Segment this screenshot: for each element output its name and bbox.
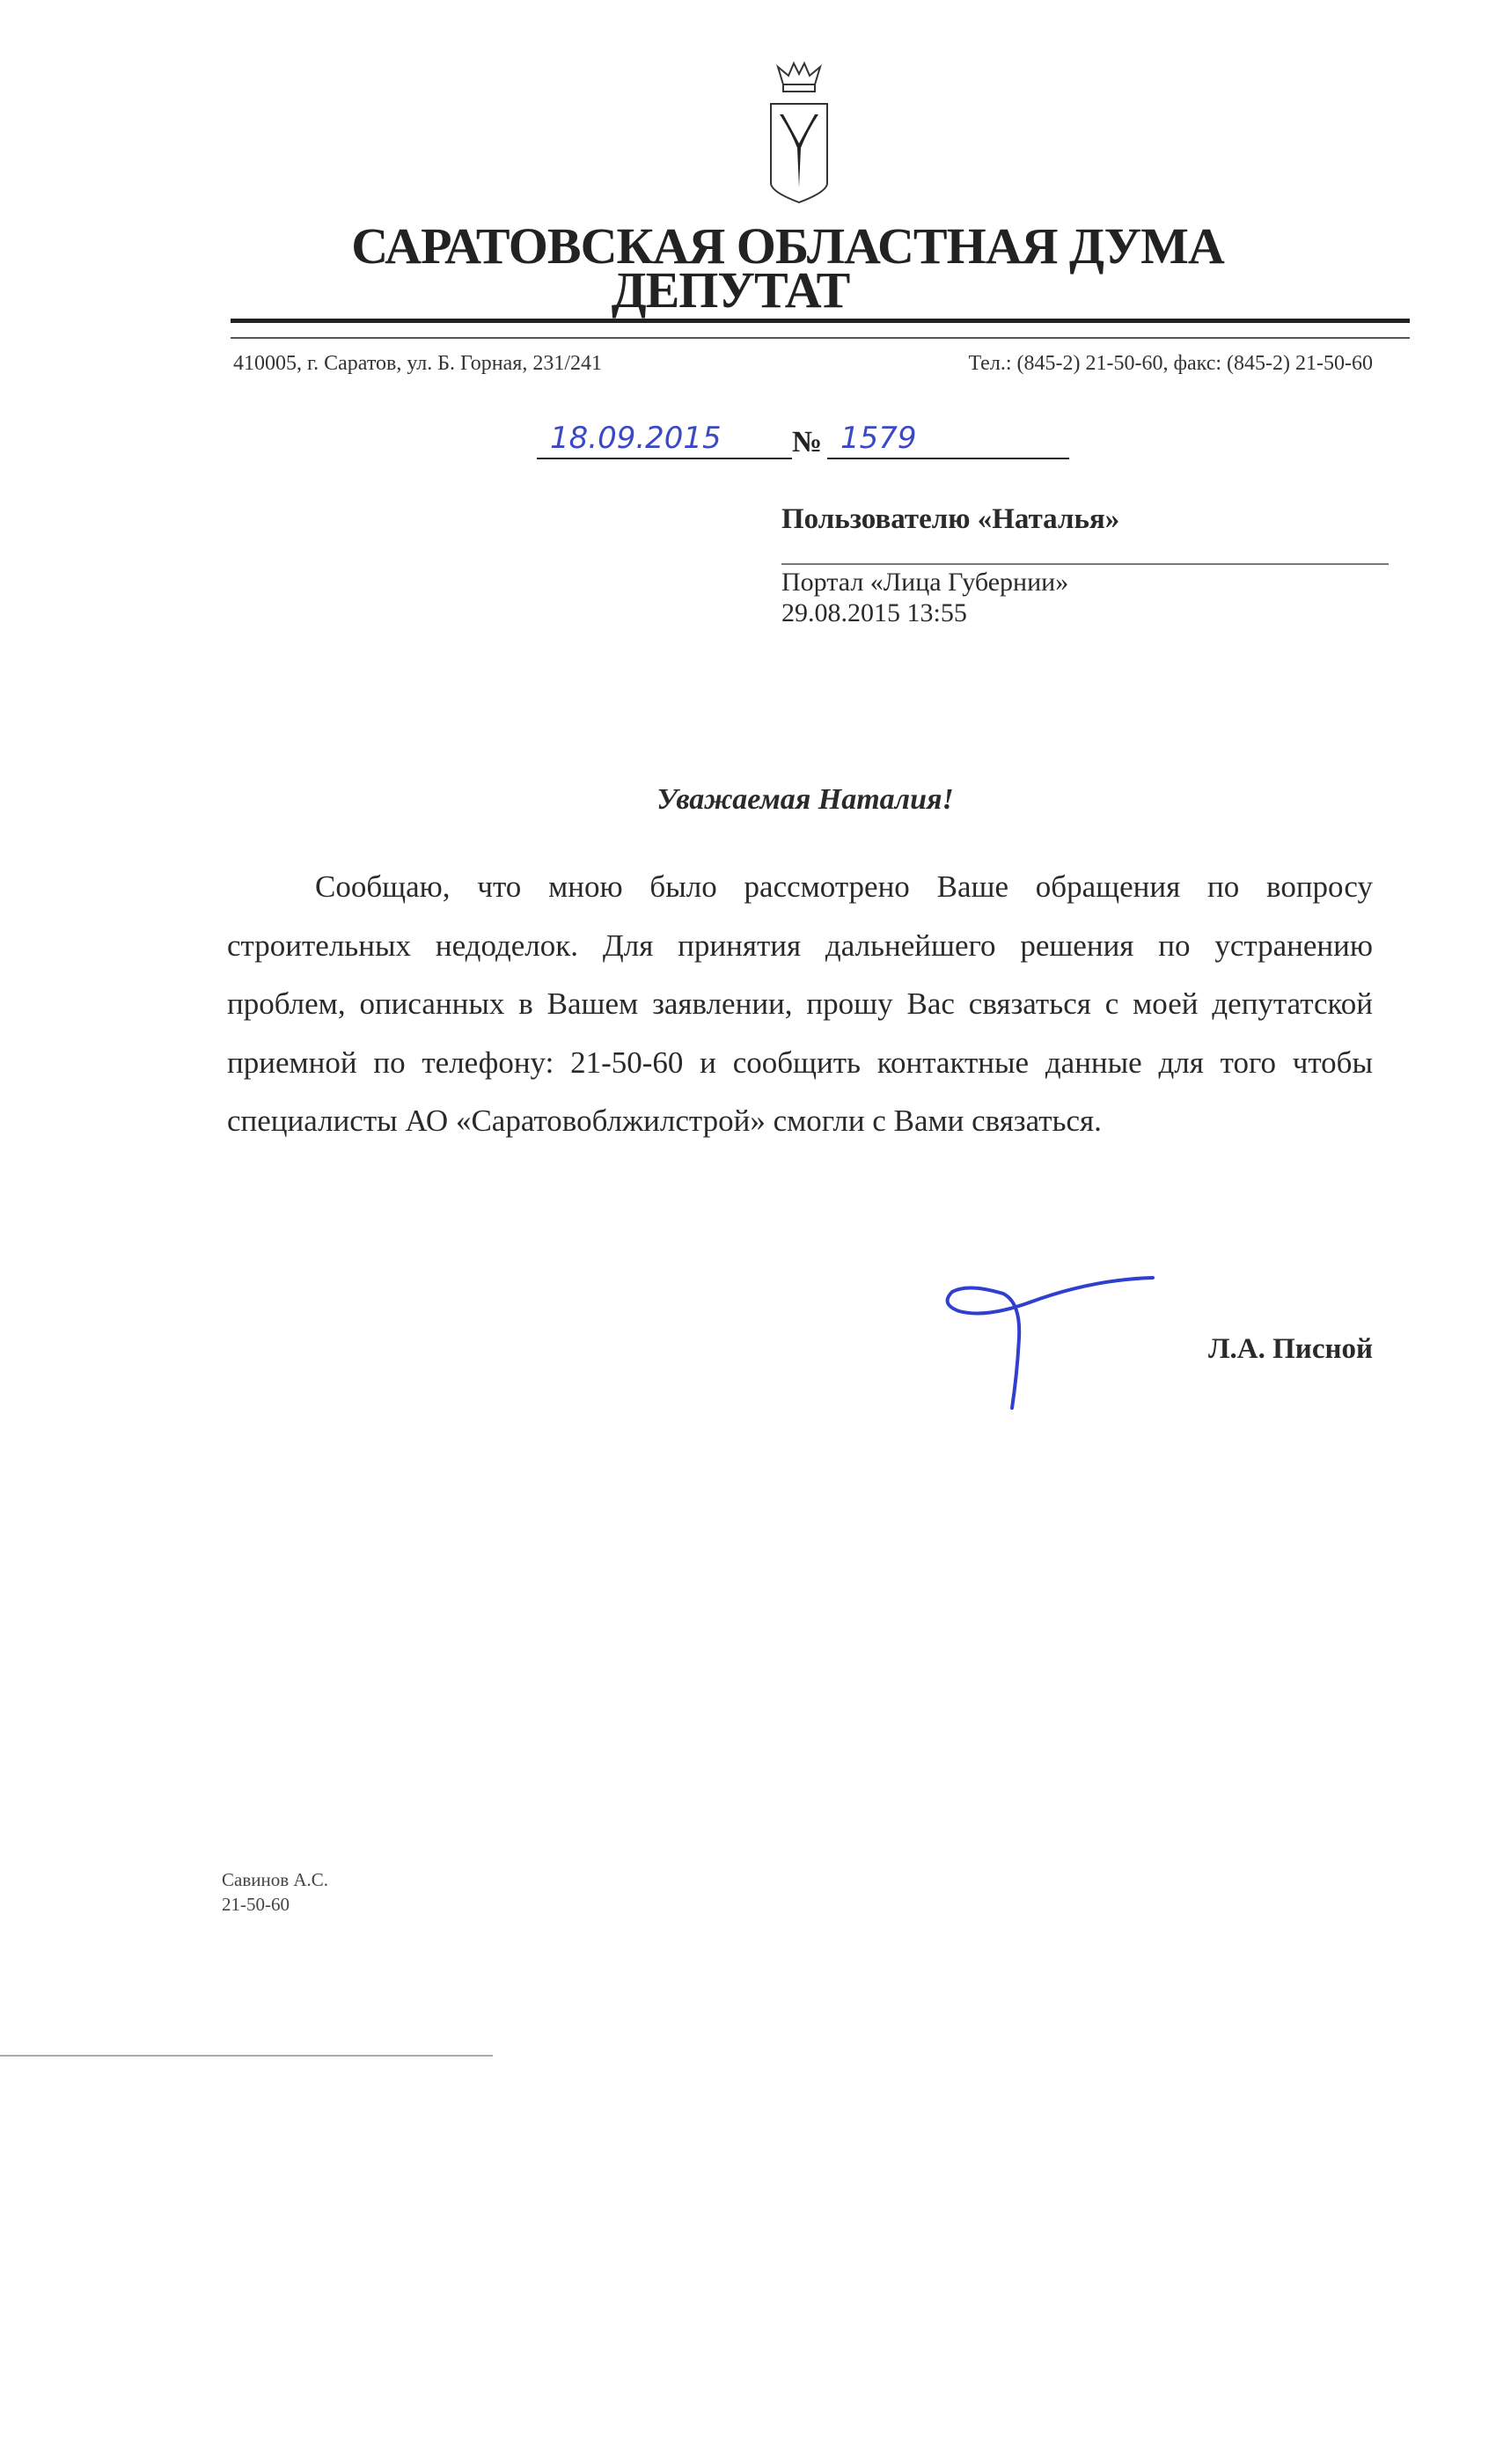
number-underline	[827, 458, 1069, 459]
recipient-divider	[781, 563, 1389, 565]
coat-of-arms-icon	[764, 60, 834, 205]
signatory-name: Л.А. Писной	[1207, 1333, 1373, 1365]
header-rule-thick	[231, 319, 1410, 323]
contacts: Тел.: (845-2) 21-50-60, факс: (845-2) 21-50-60	[968, 352, 1373, 375]
letter-body: Сообщаю, что мною было рассмотрено Ваше обращения по вопросу строительных недоделок. Для принятия дальнейшего решения по устранению проблем, описанных в Вашем заявлении, прошу Вас связаться с моей депутатской приемной по телефону: 21-50-60 и сообщить контактные данные для того чтобы специалисты АО «Саратовоблжилстрой» смогли с Вами связаться.	[227, 869, 1373, 1138]
greeting: Уважаемая Наталия!	[656, 783, 954, 816]
registration-number: 1579	[840, 421, 917, 456]
date-underline	[537, 458, 792, 459]
executor-name: Савинов А.С.	[222, 1869, 329, 1890]
signature-icon	[933, 1267, 1162, 1417]
recipient-source: Портал «Лица Губернии»	[781, 568, 1069, 597]
executor-phone: 21-50-60	[222, 1894, 290, 1915]
recipient-name: Пользователю «Наталья»	[781, 503, 1120, 535]
number-sign: №	[792, 426, 823, 458]
registration-date: 18.09.2015	[550, 421, 722, 456]
header-rule-thin	[231, 337, 1410, 339]
position-title: ДЕПУТАТ	[611, 261, 850, 319]
recipient-datetime: 29.08.2015 13:55	[781, 598, 967, 627]
organization-name: САРАТОВСКАЯ ОБЛАСТНАЯ ДУМА	[351, 217, 1224, 275]
executor-info	[222, 1867, 328, 1917]
address: 410005, г. Саратов, ул. Б. Горная, 231/241	[233, 352, 603, 375]
scan-edge-line	[0, 2055, 493, 2057]
